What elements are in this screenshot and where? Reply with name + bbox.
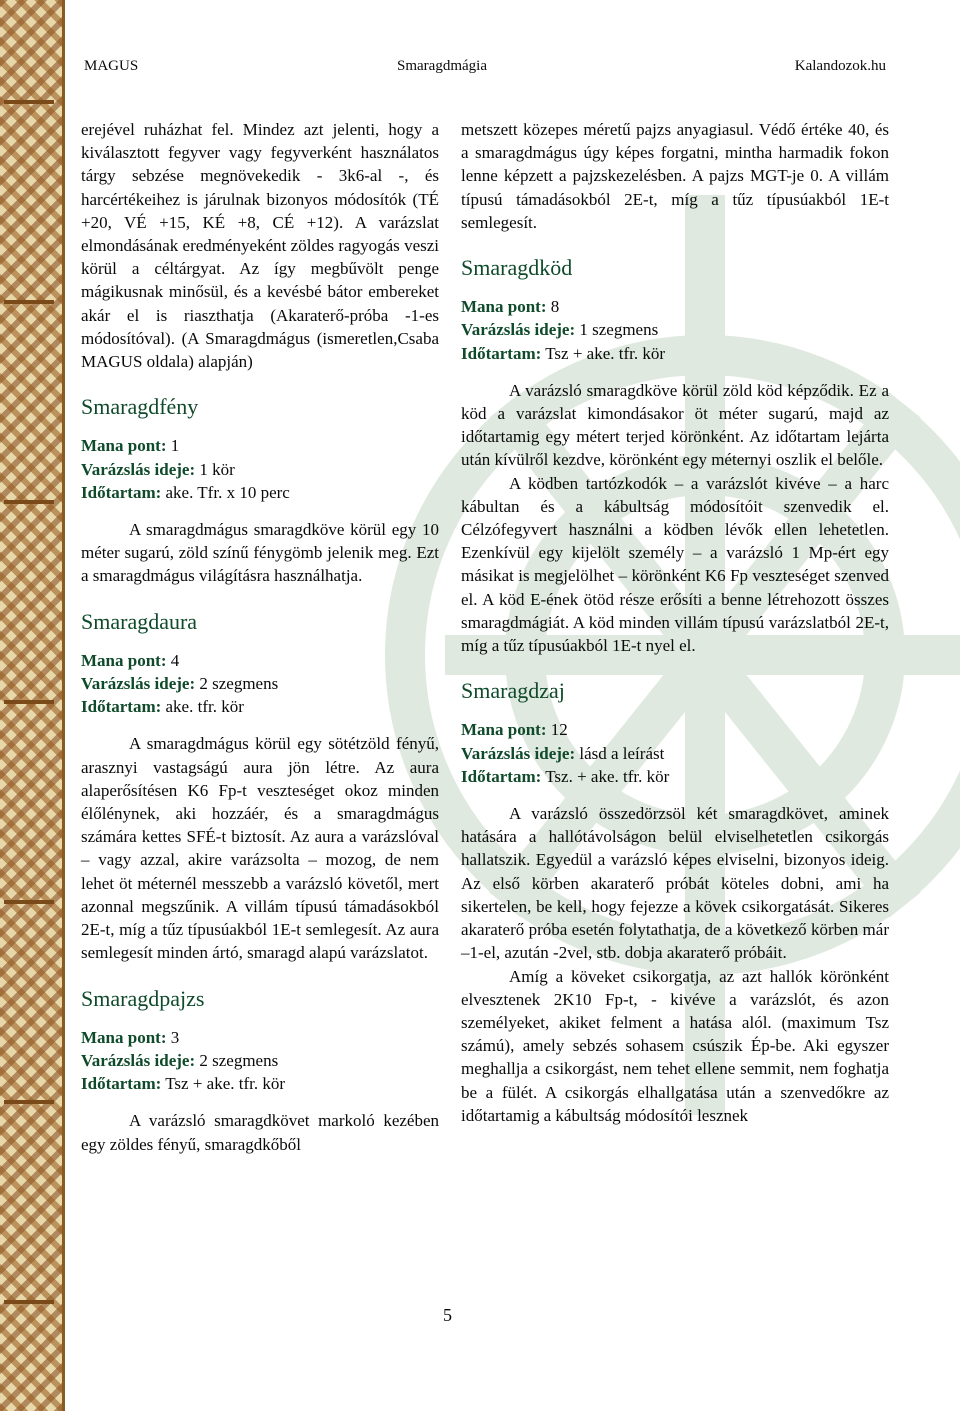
continuation-paragraph: metszett közepes méretű pajzs anyagiasul. Védő értéke 40, és a smaragdmágus úgy képes forgatni, mintha harmadik fokon lenne képzett a pajzskezelésben. A pajzs MGT-je 0. A villám típusú támadásokból 2E-t, míg a tűz típusúakból 1E-t semlegesít. [461, 120, 889, 232]
cast-time-stat: Varázslás ideje: lásd a leírást [461, 743, 665, 763]
header-right: Kalandozok.hu [794, 58, 886, 74]
section-title-smaragdfeny: Smaragdfény [81, 394, 199, 420]
header-left: MAGUS [84, 58, 139, 74]
decorative-border [0, 0, 65, 1411]
section-title-smaragdaura: Smaragdaura [81, 608, 198, 634]
spell-description: A varázsló smaragdköve körül zöld köd képződik. Ez a köd a varázslat kimondásakor öt méter sugarú, majd az időtartamig egy métert terjed körönként. Az időtartam lejárta után kívülről kezdve, körönként egy méternyi oszlik el belőle. [461, 380, 889, 470]
spell-description: A varázsló smaragdkövet markoló kezében egy zöldes fényű, smaragdkőből [81, 1111, 439, 1154]
page-number: 5 [443, 1305, 452, 1325]
header-center: Smaragdmágia [397, 58, 487, 74]
mana-stat: Mana pont: 4 [81, 650, 180, 670]
section-title-smaragdpajzs: Smaragdpajzs [81, 985, 205, 1011]
cast-time-stat: Varázslás ideje: 1 kör [81, 459, 235, 479]
spell-description: A ködben tartózkodók – a varázslót kivéve – a harc kábultan és a kábultság módosítóit szenvedik el. Célzófegyvert használni a ködben lévők ellen lehetetlen. Ezenkívül egy kijelölt személy – a varázsló 1 Mp-ért egy másikat is megjelölhet – körönként K6 Fp veszteséget szenved el. A köd E-ének ötöd része erősíti a benne létrehozott összes smaragdmágiát. A köd minden villám típusú varázslatból 2E-t, míg a tűz típusúakból 1E-t nyel el. [461, 473, 889, 656]
spell-description: A smaragdmágus körül egy sötétzöld fényű, arasznyi vastagságú aura jön létre. Az aura alaperősítésen K6 Fp-t veszteséget okoz minden élőlénynek, aki hozzáér, és a smaragdmágus számára kettes SFÉ-t biztosít. Az aura a varázslóval – vagy azzal, akire varázsolta – mozog, de nem lehet öt méternél messzebb a varázsló követől, mert azonnal megszűnik. A villám típusú támadásokból 2E-t, míg a tűz típusúakból 1E-t semlegesít. Az aura semlegesít minden ártó, smaragd alapú varázslatot. [81, 734, 439, 963]
intro-paragraph: erejével ruházhat fel. Mindez azt jelenti, hogy a kiválasztott fegyver vagy fegyverként használatos tárgy sebzése megnövekedik - 3k6-al -, és harcértékeihez is járulnak bizonyos módosítók (TÉ +20, VÉ +15, KÉ +8, CÉ +12). A varázslat elmondásának eredményeként zöldes ragyogás veszi körül a céltárgyat. Az így megbűvölt penge mágikusnak minősül, és a kevésbé bátor embereket akár el is riaszthatja (Akaraterő-próba -1-es módosítóval). (A Smaragdmágus (ismeretlen,Csaba MAGUS oldala) alapján) [81, 120, 439, 372]
cast-time-stat: Varázslás ideje: 2 szegmens [81, 1050, 279, 1070]
cast-time-stat: Varázslás ideje: 1 szegmens [461, 320, 659, 340]
right-column [461, 118, 889, 1127]
section-title-smaragdkod: Smaragdköd [461, 255, 573, 281]
section-title-smaragdzaj: Smaragdzaj [461, 678, 565, 704]
cast-time-stat: Varázslás ideje: 2 szegmens [81, 674, 279, 694]
mana-stat: Mana pont: 12 [461, 720, 568, 740]
duration-stat: Időtartam: Tsz + ake. tfr. kör [81, 1074, 286, 1094]
duration-stat: Időtartam: Tsz. + ake. tfr. kör [461, 766, 670, 786]
duration-stat: Időtartam: Tsz + ake. tfr. kör [461, 343, 666, 363]
mana-stat: Mana pont: 3 [81, 1027, 180, 1047]
duration-stat: Időtartam: ake. tfr. kör [81, 697, 244, 717]
spell-description: A smaragdmágus smaragdköve körül egy 10 méter sugarú, zöld színű fénygömb jelenik meg. Ezt a smaragdmágus világításra használhatja. [81, 520, 439, 586]
mana-stat: Mana pont: 8 [461, 297, 560, 317]
duration-stat: Időtartam: ake. Tfr. x 10 perc [81, 482, 290, 502]
spell-description: Amíg a köveket csikorgatja, az azt hallók körönként elvesztenek 2K10 Fp-t, - kivéve a varázslót, és azon személyeket, akiket felment a hatása alól. (maximum Tsz számú), amely sebzés sohasem csúszik Ép-be. Aki egyszer meghallja a csikorgást, nem tehet ellene semmit, nem foghatja be a fülét. A csikorgás elhallgatása után a szenvedőkre az időtartamig a kábultság módosítói lesznek [461, 966, 889, 1125]
spell-description: A varázsló összedörzsöl két smaragdkövet, aminek hatására a hallótávolságon belül elviselhetetlen csikorgás hallatszik. Egyedül a varázsló képes elviselni, bizonyos ideig. Az első körben akaraterő próbát köteles dobni, ami ha sikertelen, be kell, hogy fejezze a kövek csikorgatását. Sikeres akaraterő próba esetén folytathatja, de a következő körben már –1-el, azután -2vel, stb. dobja akaraterő próbáit. [461, 804, 889, 963]
mana-stat: Mana pont: 1 [81, 436, 180, 456]
left-column [81, 118, 439, 1156]
page-header [62, 58, 960, 82]
